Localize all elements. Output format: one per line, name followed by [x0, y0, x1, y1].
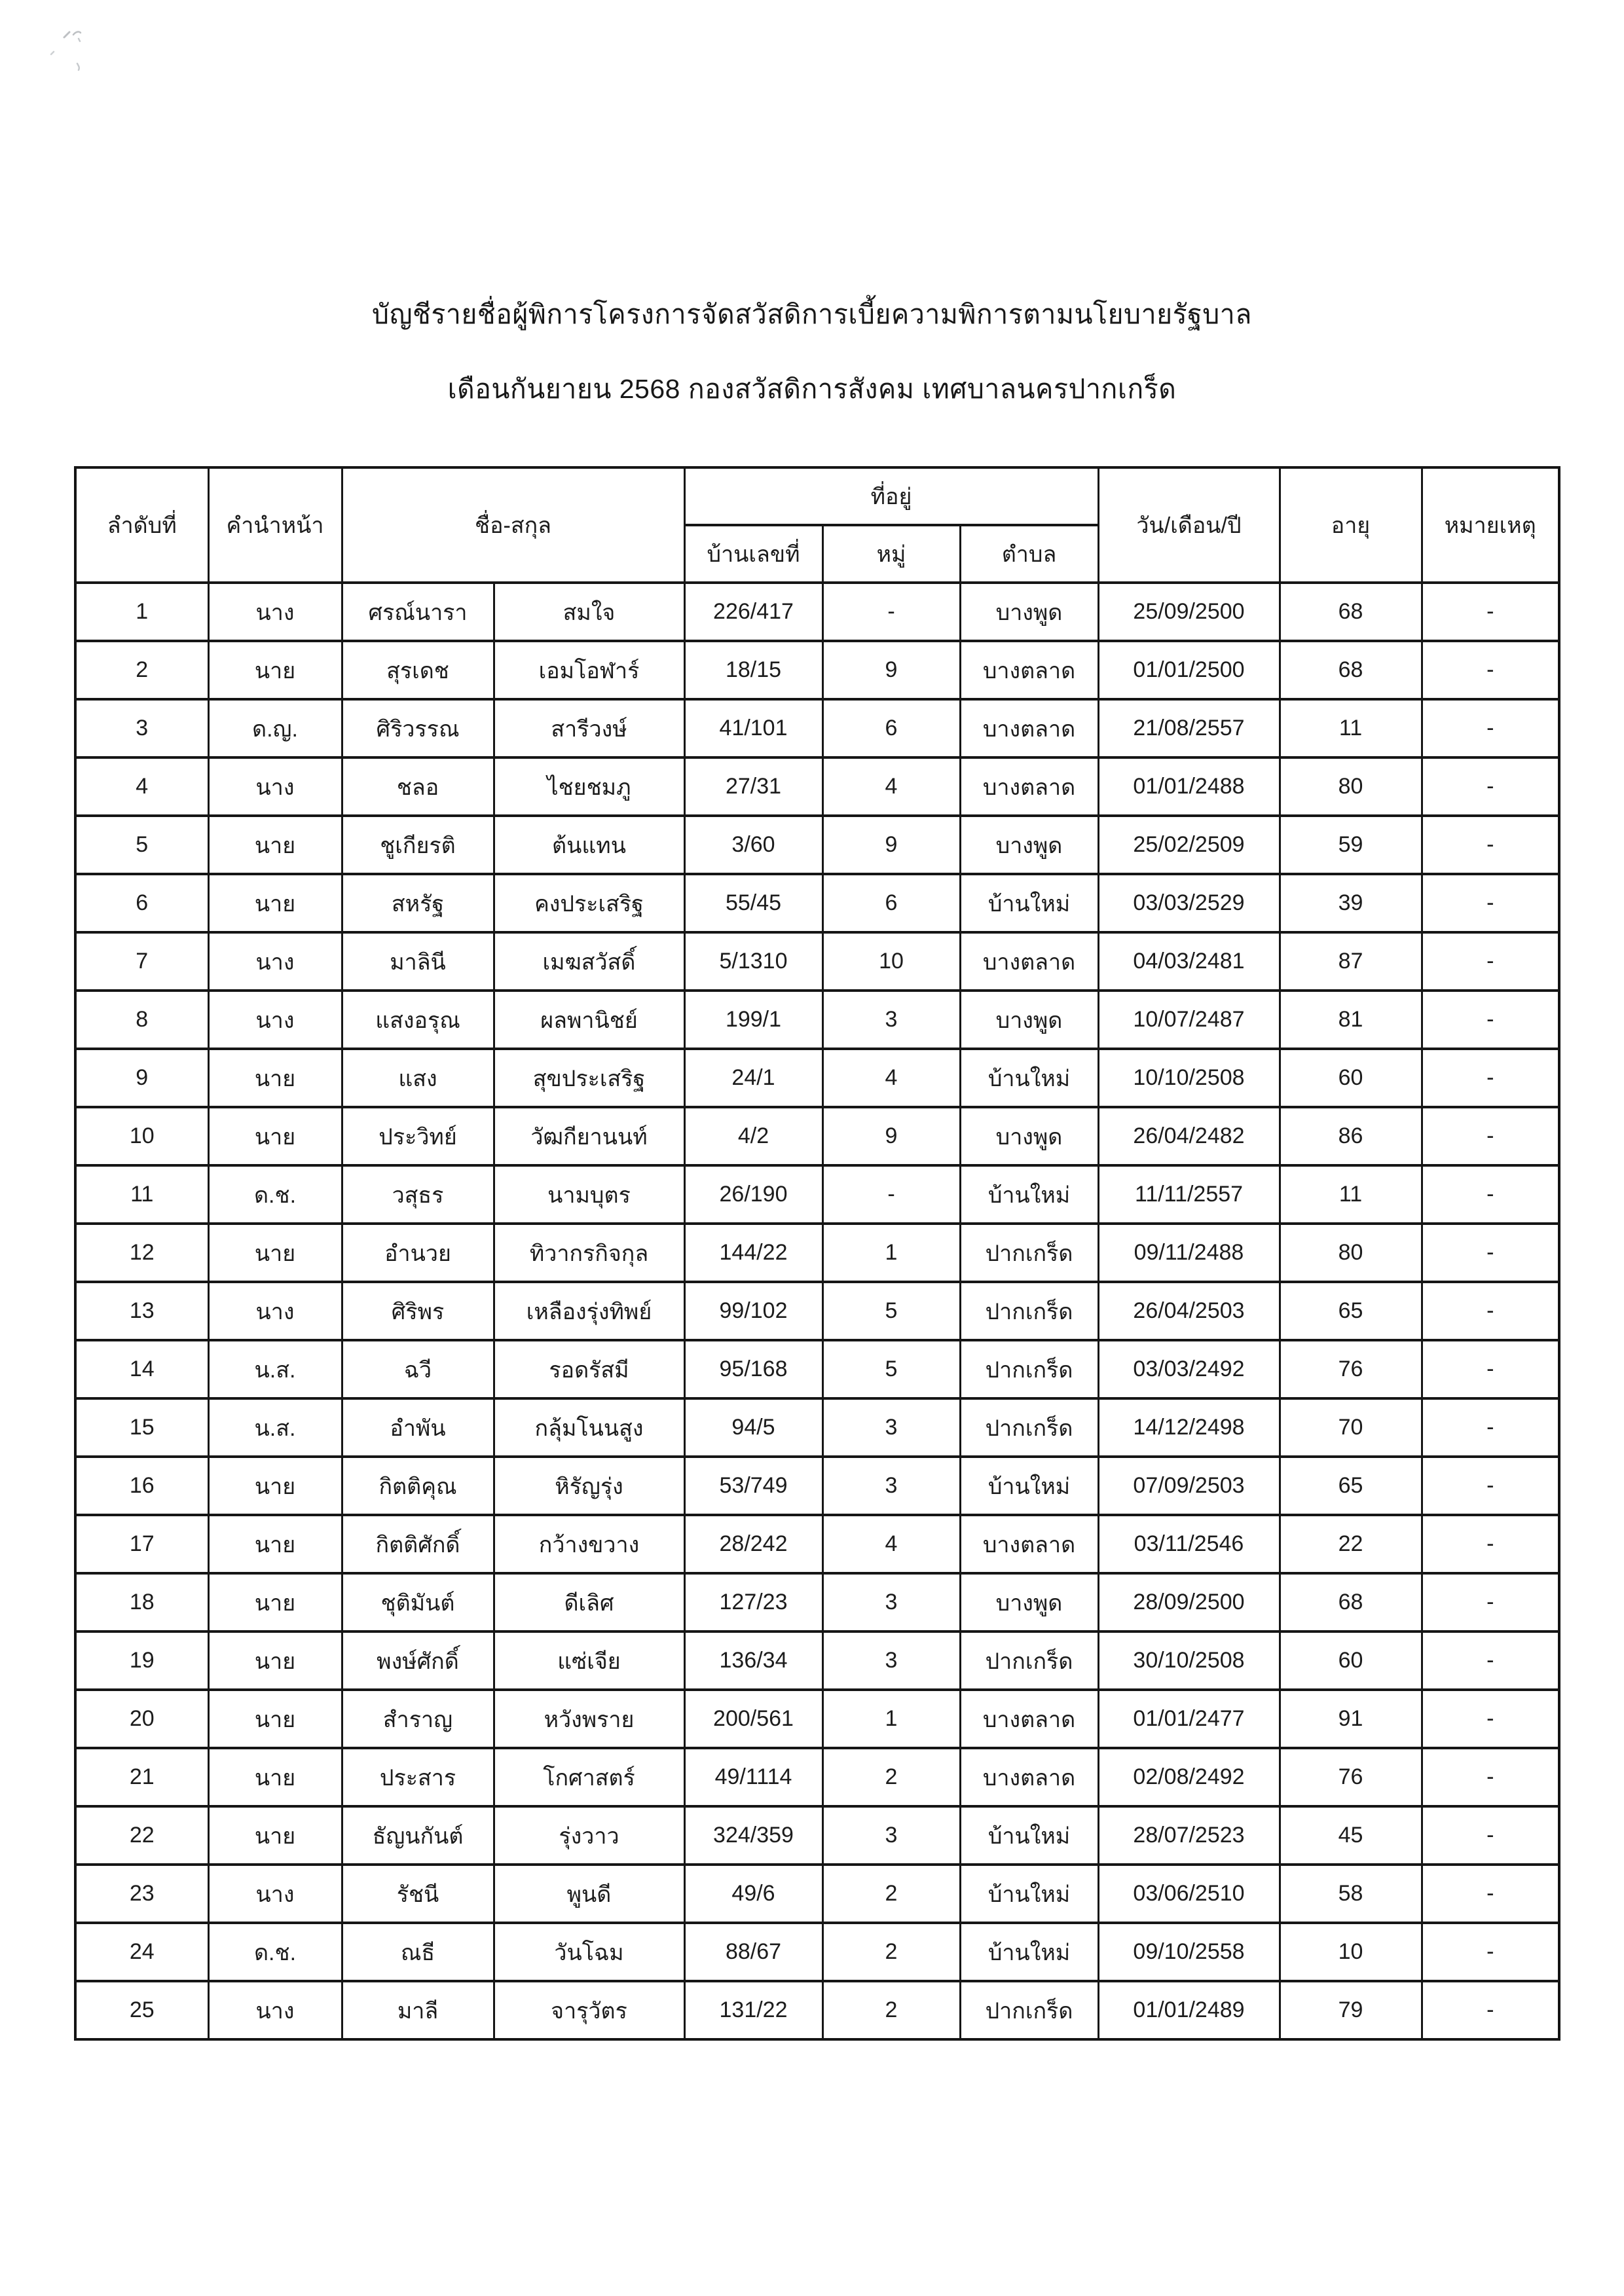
cell-moo: 3 [822, 1806, 960, 1865]
cell-no: 14 [75, 1340, 208, 1398]
cell-no: 6 [75, 874, 208, 932]
cell-last_name: คงประเสริฐ [494, 874, 684, 932]
cell-house_no: 199/1 [684, 991, 822, 1049]
table-row [75, 932, 1559, 991]
cell-last_name: หวังพราย [494, 1690, 684, 1748]
cell-note: - [1422, 1398, 1559, 1457]
cell-dob: 09/10/2558 [1098, 1923, 1280, 1981]
cell-dob: 01/01/2477 [1098, 1690, 1280, 1748]
cell-note: - [1422, 641, 1559, 699]
cell-house_no: 131/22 [684, 1981, 822, 2039]
cell-first_name: ชลอ [342, 757, 494, 816]
cell-dob: 30/10/2508 [1098, 1631, 1280, 1690]
cell-moo: 6 [822, 874, 960, 932]
cell-moo: - [822, 1165, 960, 1224]
cell-no: 20 [75, 1690, 208, 1748]
cell-last_name: หิรัญรุ่ง [494, 1457, 684, 1515]
header-name: ชื่อ-สกุล [342, 467, 684, 583]
cell-age: 79 [1280, 1981, 1422, 2039]
cell-title: นาย [208, 1573, 342, 1631]
table-row [75, 1457, 1559, 1515]
cell-moo: 2 [822, 1865, 960, 1923]
cell-age: 70 [1280, 1398, 1422, 1457]
cell-first_name: อำนวย [342, 1224, 494, 1282]
header-dob: วัน/เดือน/ปี [1098, 467, 1280, 583]
header-moo: หมู่ [822, 525, 960, 583]
cell-last_name: ผลพานิชย์ [494, 991, 684, 1049]
cell-moo: 2 [822, 1748, 960, 1806]
cell-age: 86 [1280, 1107, 1422, 1165]
cell-house_no: 26/190 [684, 1165, 822, 1224]
cell-tambon: บางตลาด [960, 699, 1098, 757]
cell-first_name: ศิริวรรณ [342, 699, 494, 757]
cell-title: น.ส. [208, 1340, 342, 1398]
cell-tambon: บางตลาด [960, 1690, 1098, 1748]
cell-note: - [1422, 1748, 1559, 1806]
cell-age: 68 [1280, 1573, 1422, 1631]
table-row [75, 1748, 1559, 1806]
cell-note: - [1422, 1631, 1559, 1690]
document-title-line2: เดือนกันยายน 2568 กองสวัสดิการสังคม เทศบาลนครปากเกร็ด [447, 374, 1177, 404]
cell-moo: 4 [822, 757, 960, 816]
cell-last_name: ทิวากรกิจกุล [494, 1224, 684, 1282]
cell-first_name: ฉวี [342, 1340, 494, 1398]
cell-note: - [1422, 583, 1559, 641]
cell-dob: 04/03/2481 [1098, 932, 1280, 991]
cell-first_name: แสง [342, 1049, 494, 1107]
cell-note: - [1422, 1690, 1559, 1748]
cell-age: 80 [1280, 1224, 1422, 1282]
table-row [75, 1282, 1559, 1340]
cell-house_no: 28/242 [684, 1515, 822, 1573]
cell-no: 8 [75, 991, 208, 1049]
cell-last_name: พูนดี [494, 1865, 684, 1923]
cell-tambon: บ้านใหม่ [960, 1923, 1098, 1981]
table-row [75, 1865, 1559, 1923]
cell-no: 16 [75, 1457, 208, 1515]
cell-age: 59 [1280, 816, 1422, 874]
cell-note: - [1422, 1923, 1559, 1981]
cell-no: 12 [75, 1224, 208, 1282]
cell-dob: 10/07/2487 [1098, 991, 1280, 1049]
cell-no: 22 [75, 1806, 208, 1865]
cell-title: ด.ญ. [208, 699, 342, 757]
cell-title: น.ส. [208, 1398, 342, 1457]
table-row [75, 1631, 1559, 1690]
cell-note: - [1422, 1107, 1559, 1165]
cell-moo: 3 [822, 1457, 960, 1515]
header-no: ลำดับที่ [75, 467, 208, 583]
cell-moo: 1 [822, 1690, 960, 1748]
cell-note: - [1422, 1865, 1559, 1923]
header-address: ที่อยู่ [684, 467, 1098, 525]
cell-last_name: สุขประเสริฐ [494, 1049, 684, 1107]
cell-last_name: วันโฉม [494, 1923, 684, 1981]
table-row [75, 1340, 1559, 1398]
pencil-mark [39, 23, 118, 82]
cell-title: ด.ช. [208, 1923, 342, 1981]
cell-last_name: กว้างขวาง [494, 1515, 684, 1573]
cell-last_name: ต้นแทน [494, 816, 684, 874]
cell-house_no: 24/1 [684, 1049, 822, 1107]
table-row [75, 1398, 1559, 1457]
cell-house_no: 136/34 [684, 1631, 822, 1690]
cell-title: ด.ช. [208, 1165, 342, 1224]
cell-no: 2 [75, 641, 208, 699]
cell-no: 11 [75, 1165, 208, 1224]
cell-note: - [1422, 1340, 1559, 1398]
cell-note: - [1422, 757, 1559, 816]
cell-note: - [1422, 874, 1559, 932]
cell-note: - [1422, 932, 1559, 991]
cell-last_name: รอดรัสมี [494, 1340, 684, 1398]
cell-dob: 21/08/2557 [1098, 699, 1280, 757]
cell-tambon: บางตลาด [960, 1748, 1098, 1806]
cell-age: 11 [1280, 699, 1422, 757]
cell-age: 91 [1280, 1690, 1422, 1748]
cell-moo: 4 [822, 1515, 960, 1573]
cell-last_name: โกศาสตร์ [494, 1748, 684, 1806]
cell-title: นาง [208, 991, 342, 1049]
cell-house_no: 127/23 [684, 1573, 822, 1631]
cell-last_name: ดีเลิศ [494, 1573, 684, 1631]
cell-tambon: บ้านใหม่ [960, 874, 1098, 932]
cell-house_no: 200/561 [684, 1690, 822, 1748]
cell-first_name: มาลี [342, 1981, 494, 2039]
table-row [75, 641, 1559, 699]
cell-first_name: กิตติคุณ [342, 1457, 494, 1515]
cell-house_no: 49/1114 [684, 1748, 822, 1806]
cell-no: 7 [75, 932, 208, 991]
cell-age: 39 [1280, 874, 1422, 932]
cell-dob: 01/01/2488 [1098, 757, 1280, 816]
cell-age: 58 [1280, 1865, 1422, 1923]
cell-age: 81 [1280, 991, 1422, 1049]
cell-house_no: 95/168 [684, 1340, 822, 1398]
cell-tambon: ปากเกร็ด [960, 1340, 1098, 1398]
cell-first_name: สุรเดช [342, 641, 494, 699]
cell-no: 18 [75, 1573, 208, 1631]
cell-house_no: 5/1310 [684, 932, 822, 991]
cell-first_name: พงษ์ศักดิ์ [342, 1631, 494, 1690]
cell-dob: 07/09/2503 [1098, 1457, 1280, 1515]
cell-no: 23 [75, 1865, 208, 1923]
document-title-line1: บัญชีรายชื่อผู้พิการโครงการจัดสวัสดิการเบี้ยความพิการตามนโยบายรัฐบาล [372, 299, 1252, 329]
cell-note: - [1422, 1515, 1559, 1573]
cell-dob: 14/12/2498 [1098, 1398, 1280, 1457]
cell-age: 76 [1280, 1340, 1422, 1398]
cell-dob: 02/08/2492 [1098, 1748, 1280, 1806]
cell-moo: 6 [822, 699, 960, 757]
table-row [75, 1806, 1559, 1865]
cell-moo: 4 [822, 1049, 960, 1107]
cell-last_name: แซ่เจีย [494, 1631, 684, 1690]
cell-title: นาง [208, 757, 342, 816]
cell-moo: - [822, 583, 960, 641]
cell-moo: 5 [822, 1282, 960, 1340]
cell-note: - [1422, 1165, 1559, 1224]
cell-moo: 3 [822, 1631, 960, 1690]
cell-house_no: 18/15 [684, 641, 822, 699]
cell-house_no: 41/101 [684, 699, 822, 757]
cell-dob: 28/09/2500 [1098, 1573, 1280, 1631]
table-header [75, 467, 1559, 583]
cell-title: นาย [208, 1457, 342, 1515]
cell-no: 10 [75, 1107, 208, 1165]
cell-dob: 25/09/2500 [1098, 583, 1280, 641]
table-row [75, 583, 1559, 641]
cell-age: 22 [1280, 1515, 1422, 1573]
cell-house_no: 55/45 [684, 874, 822, 932]
cell-first_name: กิตติศักดิ์ [342, 1515, 494, 1573]
table-row [75, 1049, 1559, 1107]
cell-dob: 03/11/2546 [1098, 1515, 1280, 1573]
cell-title: นาย [208, 641, 342, 699]
cell-tambon: บ้านใหม่ [960, 1806, 1098, 1865]
cell-no: 17 [75, 1515, 208, 1573]
cell-age: 65 [1280, 1282, 1422, 1340]
cell-last_name: สมใจ [494, 583, 684, 641]
cell-age: 11 [1280, 1165, 1422, 1224]
cell-title: นาย [208, 1748, 342, 1806]
cell-age: 76 [1280, 1748, 1422, 1806]
cell-house_no: 324/359 [684, 1806, 822, 1865]
header-house-no: บ้านเลขที่ [684, 525, 822, 583]
cell-house_no: 88/67 [684, 1923, 822, 1981]
cell-title: นาย [208, 874, 342, 932]
cell-moo: 5 [822, 1340, 960, 1398]
cell-first_name: แสงอรุณ [342, 991, 494, 1049]
table-row [75, 1224, 1559, 1282]
cell-first_name: ณธี [342, 1923, 494, 1981]
cell-moo: 3 [822, 1398, 960, 1457]
cell-no: 3 [75, 699, 208, 757]
cell-dob: 28/07/2523 [1098, 1806, 1280, 1865]
cell-title: นาง [208, 1865, 342, 1923]
cell-dob: 26/04/2482 [1098, 1107, 1280, 1165]
cell-tambon: บางตลาด [960, 757, 1098, 816]
cell-note: - [1422, 1224, 1559, 1282]
cell-note: - [1422, 1981, 1559, 2039]
cell-title: นาง [208, 1282, 342, 1340]
cell-first_name: ประวิทย์ [342, 1107, 494, 1165]
cell-first_name: ประสาร [342, 1748, 494, 1806]
cell-title: นาย [208, 1049, 342, 1107]
cell-moo: 9 [822, 641, 960, 699]
cell-first_name: ศรณ์นารา [342, 583, 494, 641]
cell-title: นาง [208, 1981, 342, 2039]
cell-tambon: บ้านใหม่ [960, 1049, 1098, 1107]
cell-dob: 10/10/2508 [1098, 1049, 1280, 1107]
cell-moo: 3 [822, 1573, 960, 1631]
cell-house_no: 27/31 [684, 757, 822, 816]
cell-last_name: เมฆสวัสดิ์ [494, 932, 684, 991]
cell-first_name: อำพัน [342, 1398, 494, 1457]
cell-tambon: บางพูด [960, 1573, 1098, 1631]
cell-house_no: 53/749 [684, 1457, 822, 1515]
cell-age: 68 [1280, 583, 1422, 641]
cell-tambon: ปากเกร็ด [960, 1224, 1098, 1282]
cell-age: 60 [1280, 1049, 1422, 1107]
cell-first_name: สหรัฐ [342, 874, 494, 932]
table-row [75, 1690, 1559, 1748]
cell-last_name: เอมโอฬาร์ [494, 641, 684, 699]
cell-tambon: บางพูด [960, 583, 1098, 641]
cell-first_name: ชุติมันต์ [342, 1573, 494, 1631]
cell-title: นาย [208, 1224, 342, 1282]
cell-title: นาง [208, 932, 342, 991]
cell-tambon: บ้านใหม่ [960, 1165, 1098, 1224]
cell-no: 9 [75, 1049, 208, 1107]
cell-no: 25 [75, 1981, 208, 2039]
cell-moo: 9 [822, 816, 960, 874]
cell-first_name: มาลินี [342, 932, 494, 991]
table-row [75, 757, 1559, 816]
cell-first_name: วสุธร [342, 1165, 494, 1224]
table-row [75, 1515, 1559, 1573]
table-row [75, 816, 1559, 874]
welfare-roster-table [74, 466, 1560, 2041]
cell-note: - [1422, 1049, 1559, 1107]
cell-last_name: ไชยชมภู [494, 757, 684, 816]
table-row [75, 699, 1559, 757]
table-row [75, 1165, 1559, 1224]
cell-no: 13 [75, 1282, 208, 1340]
table-row [75, 991, 1559, 1049]
cell-first_name: ชูเกียรติ [342, 816, 494, 874]
cell-last_name: กลุ้มโนนสูง [494, 1398, 684, 1457]
cell-first_name: ธัญนกันต์ [342, 1806, 494, 1865]
table-row [75, 874, 1559, 932]
cell-last_name: วัฒกียานนท์ [494, 1107, 684, 1165]
cell-moo: 1 [822, 1224, 960, 1282]
cell-note: - [1422, 1573, 1559, 1631]
cell-title: นาย [208, 1806, 342, 1865]
cell-no: 19 [75, 1631, 208, 1690]
cell-note: - [1422, 1806, 1559, 1865]
cell-moo: 3 [822, 991, 960, 1049]
cell-age: 87 [1280, 932, 1422, 991]
cell-no: 15 [75, 1398, 208, 1457]
cell-first_name: ศิริพร [342, 1282, 494, 1340]
cell-tambon: ปากเกร็ด [960, 1631, 1098, 1690]
cell-no: 4 [75, 757, 208, 816]
header-title: คำนำหน้า [208, 467, 342, 583]
cell-tambon: บางตลาด [960, 1515, 1098, 1573]
cell-first_name: รัชนี [342, 1865, 494, 1923]
cell-last_name: สารีวงษ์ [494, 699, 684, 757]
cell-age: 45 [1280, 1806, 1422, 1865]
cell-title: นาย [208, 816, 342, 874]
cell-note: - [1422, 1457, 1559, 1515]
cell-tambon: บ้านใหม่ [960, 1457, 1098, 1515]
cell-note: - [1422, 1282, 1559, 1340]
table-row [75, 1923, 1559, 1981]
cell-house_no: 226/417 [684, 583, 822, 641]
cell-title: นาย [208, 1515, 342, 1573]
cell-tambon: บางตลาด [960, 932, 1098, 991]
cell-moo: 2 [822, 1981, 960, 2039]
cell-title: นาง [208, 583, 342, 641]
cell-age: 60 [1280, 1631, 1422, 1690]
cell-dob: 25/02/2509 [1098, 816, 1280, 874]
cell-title: นาย [208, 1631, 342, 1690]
cell-last_name: รุ่งวาว [494, 1806, 684, 1865]
cell-moo: 10 [822, 932, 960, 991]
cell-tambon: ปากเกร็ด [960, 1981, 1098, 2039]
cell-house_no: 4/2 [684, 1107, 822, 1165]
cell-note: - [1422, 699, 1559, 757]
cell-house_no: 99/102 [684, 1282, 822, 1340]
cell-moo: 9 [822, 1107, 960, 1165]
cell-no: 24 [75, 1923, 208, 1981]
cell-tambon: บางพูด [960, 816, 1098, 874]
header-age: อายุ [1280, 467, 1422, 583]
cell-age: 80 [1280, 757, 1422, 816]
cell-last_name: เหลืองรุ่งทิพย์ [494, 1282, 684, 1340]
cell-tambon: บางพูด [960, 1107, 1098, 1165]
cell-dob: 11/11/2557 [1098, 1165, 1280, 1224]
cell-title: นาย [208, 1107, 342, 1165]
cell-age: 68 [1280, 641, 1422, 699]
cell-house_no: 144/22 [684, 1224, 822, 1282]
cell-tambon: บ้านใหม่ [960, 1865, 1098, 1923]
table-row [75, 1981, 1559, 2039]
table-row [75, 1107, 1559, 1165]
cell-house_no: 3/60 [684, 816, 822, 874]
cell-no: 5 [75, 816, 208, 874]
cell-title: นาย [208, 1690, 342, 1748]
header-note: หมายเหตุ [1422, 467, 1559, 583]
cell-tambon: บางตลาด [960, 641, 1098, 699]
cell-age: 65 [1280, 1457, 1422, 1515]
cell-note: - [1422, 991, 1559, 1049]
cell-no: 21 [75, 1748, 208, 1806]
header-tambon: ตำบล [960, 525, 1098, 583]
cell-tambon: บางพูด [960, 991, 1098, 1049]
cell-house_no: 49/6 [684, 1865, 822, 1923]
table-body [75, 583, 1559, 2039]
cell-dob: 26/04/2503 [1098, 1282, 1280, 1340]
table-row [75, 1573, 1559, 1631]
cell-last_name: จารุวัตร [494, 1981, 684, 2039]
cell-no: 1 [75, 583, 208, 641]
cell-last_name: นามบุตร [494, 1165, 684, 1224]
cell-house_no: 94/5 [684, 1398, 822, 1457]
cell-dob: 03/03/2492 [1098, 1340, 1280, 1398]
cell-dob: 01/01/2500 [1098, 641, 1280, 699]
cell-note: - [1422, 816, 1559, 874]
cell-tambon: ปากเกร็ด [960, 1282, 1098, 1340]
cell-tambon: ปากเกร็ด [960, 1398, 1098, 1457]
cell-dob: 03/03/2529 [1098, 874, 1280, 932]
cell-moo: 2 [822, 1923, 960, 1981]
cell-dob: 03/06/2510 [1098, 1865, 1280, 1923]
cell-dob: 09/11/2488 [1098, 1224, 1280, 1282]
cell-dob: 01/01/2489 [1098, 1981, 1280, 2039]
cell-first_name: สำราญ [342, 1690, 494, 1748]
cell-age: 10 [1280, 1923, 1422, 1981]
